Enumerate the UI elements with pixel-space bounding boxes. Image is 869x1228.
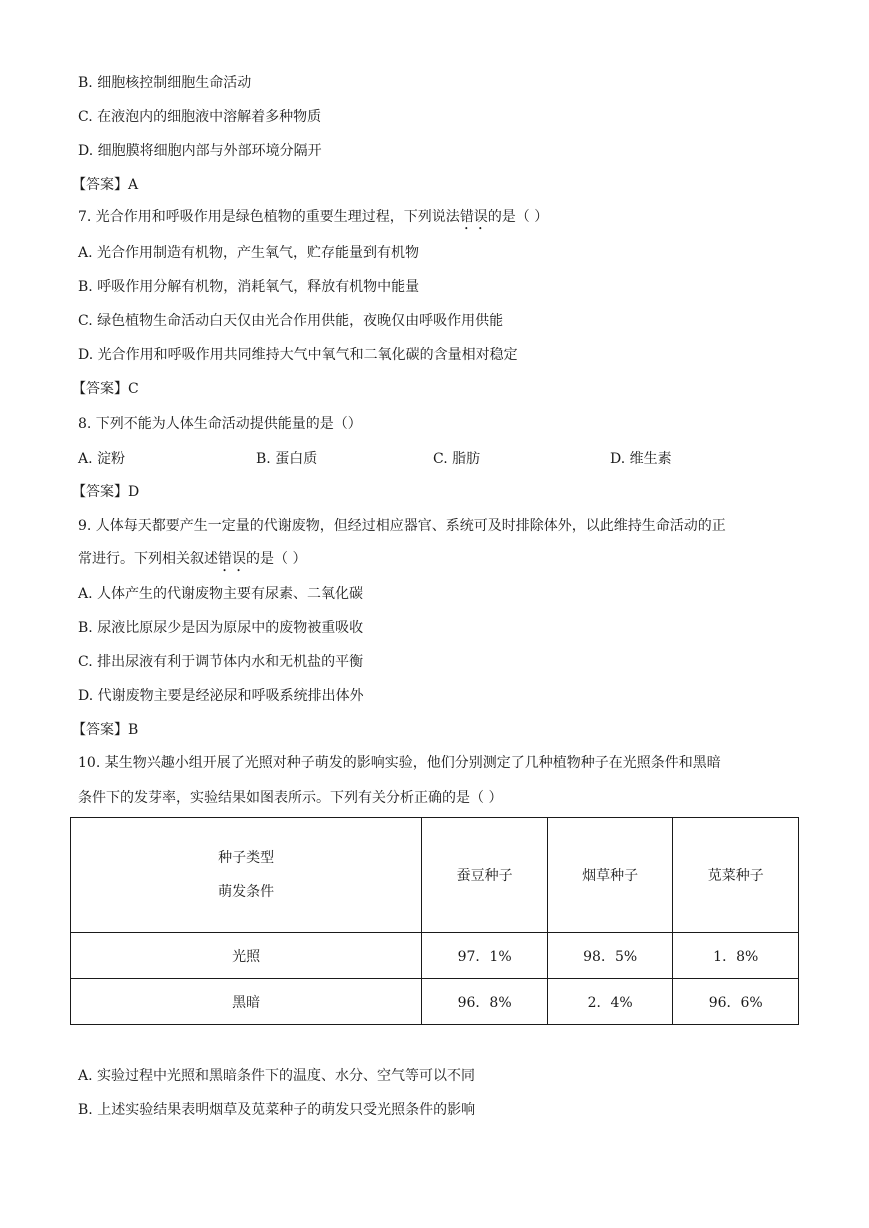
q10-stem-line2: 条件下的发芽率，实验结果如图表所示。下列有关分析正确的是（ ） (78, 790, 503, 806)
table-header-row (71, 818, 799, 933)
row-label: 黑暗 (71, 979, 422, 1025)
header-condition: 萌发条件 (218, 884, 275, 900)
q9-stem-text: 常进行。下列相关叙述 (78, 551, 218, 567)
table-row (71, 979, 799, 1025)
column-header: 苋菜种子 (673, 818, 799, 933)
germination-table (70, 817, 799, 1025)
q9-stem-line1: 9. 人体每天都要产生一定量的代谢废物，但经过相应器官、系统可及时排除体外，以此维持生命活动的正 (78, 518, 726, 534)
q9-answer: 【答案】B (72, 722, 139, 738)
q9-option-c: C. 排出尿液有利于调节体内水和无机盐的平衡 (78, 654, 364, 670)
header-seed-type: 种子类型 (218, 850, 275, 866)
q9-stem-emphasis: 错误 (218, 551, 246, 567)
table-cell: 96．8% (422, 979, 548, 1025)
row-label: 光照 (71, 933, 422, 979)
q8-option-c: C. 脂肪 (433, 451, 481, 467)
table-cell: 98．5% (547, 933, 673, 979)
q8-option-a: A. 淀粉 (78, 451, 126, 467)
table-cell: 2．4% (547, 979, 673, 1025)
q9-option-a: A. 人体产生的代谢废物主要有尿素、二氧化碳 (78, 586, 364, 602)
q9-stem-line2 (78, 549, 306, 575)
q7-option-b: B. 呼吸作用分解有机物，消耗氧气，释放有机物中能量 (78, 279, 420, 295)
q9-option-b: B. 尿液比原尿少是因为原尿中的废物被重吸收 (78, 620, 364, 636)
q6-option-d: D. 细胞膜将细胞内部与外部环境分隔开 (78, 143, 322, 159)
column-header: 烟草种子 (547, 818, 673, 933)
q6-answer: 【答案】A (72, 177, 139, 193)
q7-option-c: C. 绿色植物生命活动白天仅由光合作用供能，夜晚仅由呼吸作用供能 (78, 313, 504, 329)
q9-stem-tail: 的是（ ） (246, 551, 307, 567)
q10-option-a: A. 实验过程中光照和黑暗条件下的温度、水分、空气等可以不同 (78, 1068, 476, 1084)
q7-stem-tail: 的是（ ） (487, 209, 549, 225)
table-cell: 96．6% (673, 979, 799, 1025)
q6-option-b: B. 细胞核控制细胞生命活动 (78, 75, 252, 91)
table-cell: 1．8% (673, 933, 799, 979)
q8-stem: 8. 下列不能为人体生命活动提供能量的是（） (78, 416, 362, 432)
q10-stem-line1: 10. 某生物兴趣小组开展了光照对种子萌发的影响实验，他们分别测定了几种植物种子在光照条件和黑暗 (78, 755, 721, 771)
q7-stem-emphasis: 错误 (459, 209, 488, 225)
q7-stem (78, 207, 548, 233)
q7-answer: 【答案】C (72, 381, 139, 397)
q9-option-d: D. 代谢废物主要是经泌尿和呼吸系统排出体外 (78, 688, 364, 704)
column-header: 蚕豆种子 (422, 818, 548, 933)
q7-stem-text: 7. 光合作用和呼吸作用是绿色植物的重要生理过程，下列说法 (78, 209, 460, 225)
q6-option-c: C. 在液泡内的细胞液中溶解着多种物质 (78, 109, 322, 125)
q7-option-a: A. 光合作用制造有机物，产生氧气，贮存能量到有机物 (78, 245, 420, 261)
q8-option-d: D. 维生素 (610, 451, 672, 467)
q7-option-d: D. 光合作用和呼吸作用共同维持大气中氧气和二氧化碳的含量相对稳定 (78, 347, 518, 363)
q10-option-b: B. 上述实验结果表明烟草及苋菜种子的萌发只受光照条件的影响 (78, 1102, 476, 1118)
q8-answer: 【答案】D (72, 484, 140, 500)
table-row (71, 933, 799, 979)
table-corner-header (71, 818, 422, 933)
table-cell: 97．1% (422, 933, 548, 979)
q8-option-b: B. 蛋白质 (256, 451, 318, 467)
